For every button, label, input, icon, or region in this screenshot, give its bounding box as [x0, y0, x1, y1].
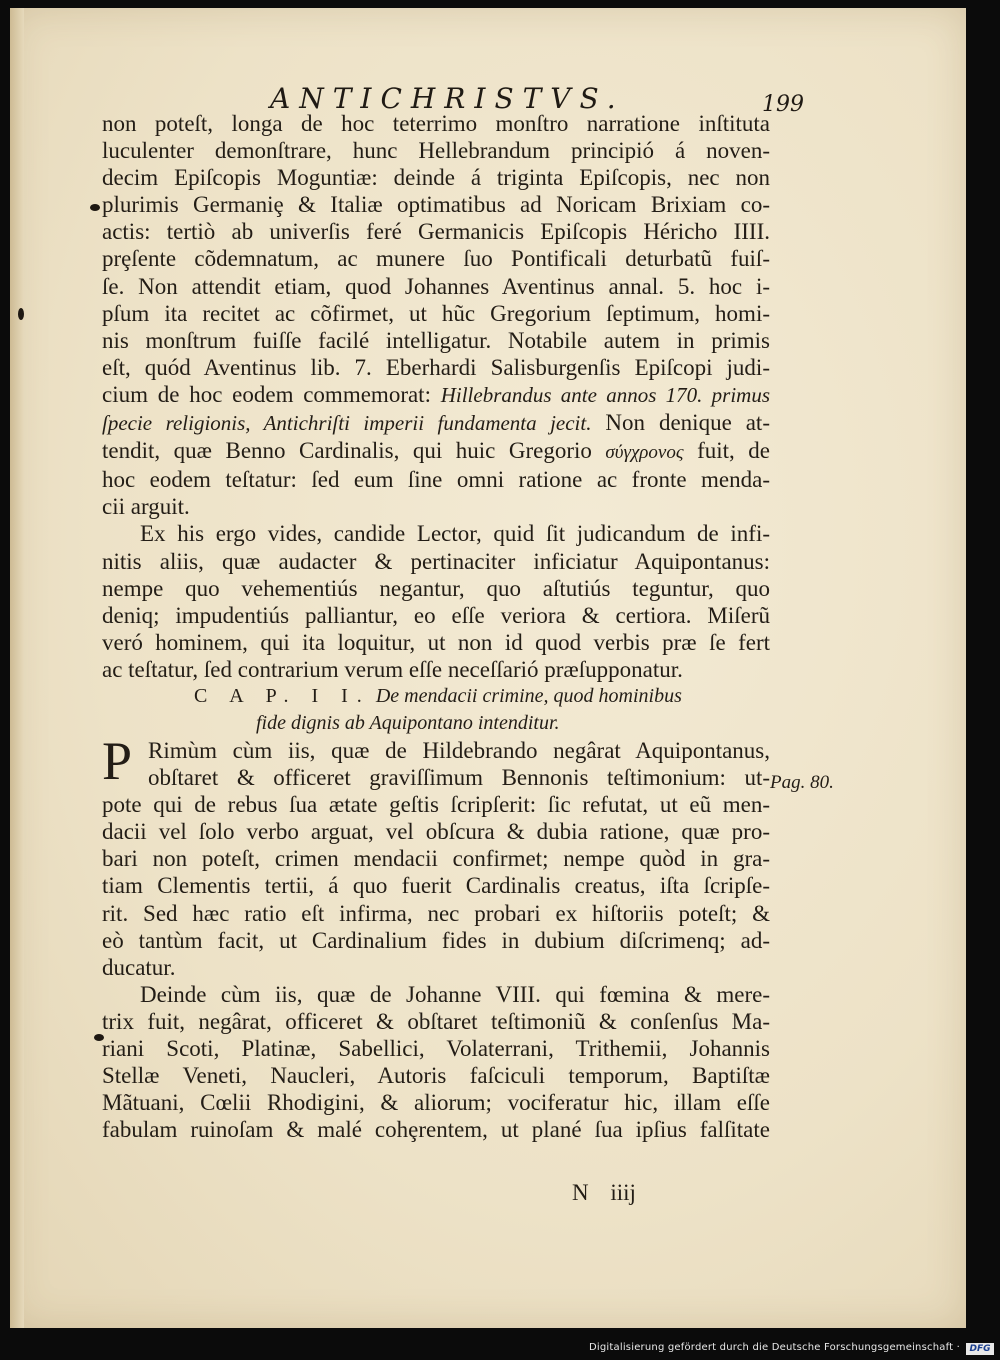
text-line: Deinde cùm iis, quæ de Johanne VIII. qui fœmina & mere- [140, 981, 770, 1007]
book-page [10, 8, 966, 1328]
text-line [102, 381, 770, 409]
text-line: ducatur. [102, 954, 176, 980]
dfg-logo-icon: DFG [966, 1343, 994, 1355]
text-line: bari non poteſt, crimen mendacii confirmet; nempe quòd in gra- [102, 846, 770, 872]
text-line: decim Epiſcopis Moguntiæ: deinde á triginta Epiſcopis, nec non [102, 165, 770, 191]
text-segment: Rimùm cùm iis, quæ de Hildebrando negârat Aquipontanus, [148, 737, 770, 763]
text-line: prȩſente cõdemnatum, ac munere ſuo Pontificali deturbatũ fuiſ- [102, 246, 770, 272]
funding-notice: Digitalisierung gefördert durch die Deutsche Forschungsgemeinschaft · [589, 1342, 960, 1353]
text-line: hoc eodem teſtatur: ſed eum ſine omni ratione ac fronte menda- [102, 467, 770, 493]
text-line: trix fuit, negârat, officeret & obſtaret teſtimoniũ & conſenſus Ma- [102, 1008, 770, 1034]
text-line: obſtaret & officeret graviſſimum Bennonis teſtimonium: ut- [148, 765, 770, 791]
text-line: ac teſtatur, ſed contrarium verum eſſe neceſſarió præſupponatur. [102, 656, 683, 682]
text-line: pote qui de rebus ſua ætate geſtis ſcripſerit: ſic refutat, ut eũ men- [102, 792, 770, 818]
text-line: pſum ita recitet ac cõfirmet, ut hũc Gregorium ſeptimum, homi- [102, 300, 770, 326]
running-head: ANTICHRISTVS. [270, 82, 625, 115]
drop-cap: P [102, 730, 133, 791]
text-line: plurimis Germaniȩ & Italiæ optimatibus ad Noricam Brixiam co- [102, 192, 770, 218]
text-line: nempe quo vehementiús negantur, quo aſtutiús teguntur, quo [102, 575, 770, 601]
text-line: Mãtuani, Cœlii Rhodigini, & aliorum; vociferatur hic, illam eſſe [102, 1090, 770, 1116]
text-line: actis: tertiò ab univerſis feré Germanicis Epiſcopis Héricho IIII. [102, 219, 770, 245]
italic-quote: ſpecie religionis, Antichriſti imperii fundamenta jecit. [102, 411, 592, 436]
text-line: dacii vel ſolo verbo arguat, vel obſcura & dubia ratione, quæ pro- [102, 819, 770, 845]
text-line: rit. Sed hæc ratio eſt infirma, nec probari ex hiſtoriis poteſt; & [102, 900, 770, 926]
italic-quote: Hillebrandus ante annos 170. primus [440, 382, 770, 407]
text-line [102, 409, 770, 437]
text-line: nitis aliis, quæ audacter & pertinaciter inficiatur Aquipontanus: [102, 548, 770, 574]
page-number: 199 [762, 92, 804, 117]
page-gutter [10, 8, 24, 1328]
text-line: riani Scoti, Platinæ, Sabellici, Volaterrani, Trithemii, Johannis [102, 1036, 770, 1061]
text-segment: Non denique at- [591, 410, 770, 436]
chapter-title: De mendacii crimine, quod hominibus [375, 684, 682, 707]
ink-blot [18, 308, 24, 320]
text-line: Ex his ergo vides, candide Lector, quid ſit judicandum de infi- [140, 521, 770, 547]
text-line: eſt, quód Aventinus lib. 7. Eberhardi Salisburgenſis Epiſcopi judi- [102, 354, 770, 380]
signature-mark: N iiij [572, 1180, 636, 1205]
text-line [102, 437, 770, 466]
text-line: ſe. Non attendit etiam, quod Johannes Aventinus annal. 5. hoc i- [102, 273, 770, 299]
text-line: nis monſtrum fuiſſe facilé intelligatur. Notabile autem in primis [102, 327, 770, 353]
text-segment: tendit, quæ Benno Cardinalis, qui huic Gregorio [102, 438, 606, 464]
ink-blot [90, 204, 100, 211]
text-segment: fuit, de [683, 438, 770, 464]
text-line: Stellæ Veneti, Naucleri, Autoris faſciculi temporum, Baptiſtæ [102, 1063, 770, 1089]
text-line: tiam Clementis tertii, á quo fuerit Cardinalis creatus, iſta ſcripſe- [102, 873, 770, 899]
text-line: fabulam ruinoſam & malé cohȩrentem, ut plané ſua ipſius falſitate [102, 1117, 770, 1143]
greek-word: σύγχρονος [605, 442, 684, 464]
chapter-heading [102, 683, 770, 710]
text-line: cii arguit. [102, 494, 190, 520]
text-line: non poteſt, longa de hoc teterrimo monſtro narratione inſtituta [102, 111, 770, 136]
text-line: luculenter demonſtrare, hunc Hellebrandum principió á noven- [102, 138, 770, 164]
chapter-heading-line2: fide dignis ab Aquipontano intenditur. [256, 711, 560, 734]
text-line: veró hominem, qui ita loquitur, ut non id quod verbis præ ſe fert [102, 629, 770, 655]
text-segment: cium de hoc eodem commemorat: [102, 381, 441, 407]
text-line: deniq; impudentiús palliantur, eo eſſe veriora & certiora. Miſerũ [102, 602, 770, 628]
chapter-label: C A P. I I. [194, 684, 371, 707]
marginal-note: Pag. 80. [770, 772, 834, 793]
main-text [102, 110, 770, 1143]
text-line: eò tantùm facit, ut Cardinalium fides in dubium diſcrimenq; ad- [102, 927, 770, 953]
